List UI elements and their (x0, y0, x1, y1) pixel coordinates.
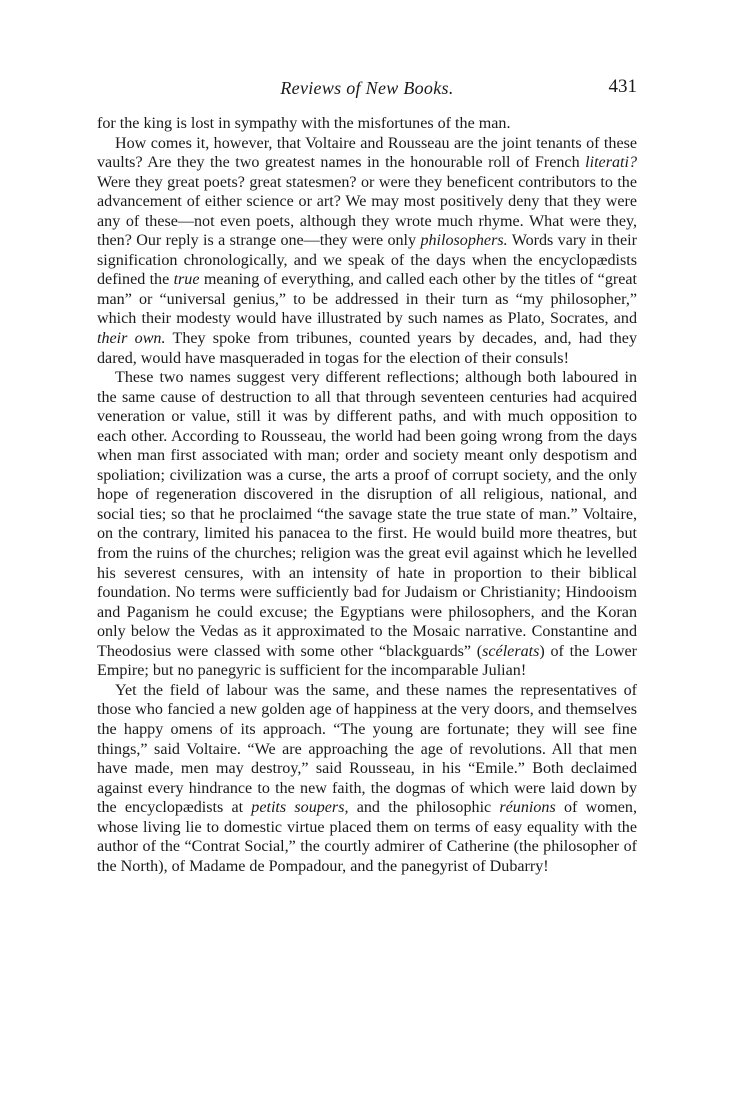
text-run: They spoke from tribunes, counted years by decades, and, had they dared, would have masqueraded in togas for the election of their consuls! (97, 330, 637, 367)
text-run: for the king is lost in sympathy with the misfortunes of the man. (97, 115, 511, 132)
text-run: Were they great poets? great statesmen? or were they beneficent contributors to the advancement of either science or art? We may most positively deny that they were any of these—not even poets, although they wrote much rhyme. What were they, then? Our reply is a strange one—they were only (97, 173, 637, 250)
paragraph (97, 681, 637, 876)
text-run: meaning of everything, and called each other by the titles of “great man” or “universal genius,” to be addressed in their turn as “my philosopher,” which their modesty would have illustrated by such names as Plato, Socrates, and (97, 271, 637, 328)
page-number: 431 (608, 76, 637, 97)
paragraph (97, 134, 637, 369)
text-run: How comes it, however, that Voltaire and Rousseau are the joint tenants of these vaults? Are they the two greatest names in the honourable roll of French (97, 134, 637, 172)
italic-text: philosophers. (420, 232, 508, 250)
italic-text: literati? (585, 154, 637, 172)
text-run: Yet the field of labour was the same, and these names the representatives of those who fancied a new golden age of happiness at the very doors, and themselves the happy omens of its approach. “The young are fortunate; they will see fine things,” said Voltaire. “We are approaching the age of revolutions. All that men have made, men may destroy,” said Rousseau, in his “Emile.” Both declaimed against every hindrance to the new faith, the dogmas of which were laid down by the encyclopædists at (97, 681, 637, 817)
text-run: and the philosophic (348, 799, 500, 817)
italic-text: réunions (499, 799, 556, 817)
text-run: of women, whose living lie to domestic virtue placed them on terms of easy equality with the author of the “Contrat Social,” the courtly admirer of Catherine (the philosopher of the North), of Madame de Pompadour, and the panegyrist of Dubarry! (97, 799, 637, 875)
book-page (97, 74, 637, 876)
text-run: Words vary in their signification chronologically, and we speak of the days when the encyclopædists defined the (97, 232, 637, 289)
paragraph (97, 114, 637, 134)
text-run: These two names suggest very different reflections; although both laboured in the same cause of destruction to all that through seventeen centuries had acquired veneration or value, still it was by different paths, and with much opposition to each other. According to Rousseau, the world had been going wrong from the days when man first associated with man; order and society meant only despotism and spoliation; civilization was a curse, the arts a proof of corrupt society, and the only hope of regeneration discovered in the disruption of all religious, national, and social ties; so that he proclaimed “the savage state the true state of man.” Voltaire, on the contrary, limited his panacea to the first. He would build more theatres, but from the ruins of the churches; religion was the great evil against which he levelled his severest censures, with an intensity of hate in proportion to their biblical foundation. No terms were sufficiently bad for Judaism or Christianity; Hindooism and Paganism he could excuse; the Egyptians were philosophers, and the Koran only below the Vedas as it approximated to the Mosaic narrative. Constantine and Theodosius were classed with some other “blackguards” ( (97, 369, 637, 660)
italic-text: true (173, 271, 200, 289)
running-title: Reviews of New Books. (280, 78, 454, 98)
text-run: ) of the Lower Empire; but no panegyric is sufficient for the incomparable Julian! (97, 642, 638, 680)
running-head (97, 74, 637, 104)
italic-text: petits soupers, (251, 799, 349, 817)
italic-text: their own. (97, 330, 166, 348)
body-text (97, 114, 637, 876)
italic-text: scélerats (482, 642, 540, 660)
paragraph (97, 368, 637, 681)
